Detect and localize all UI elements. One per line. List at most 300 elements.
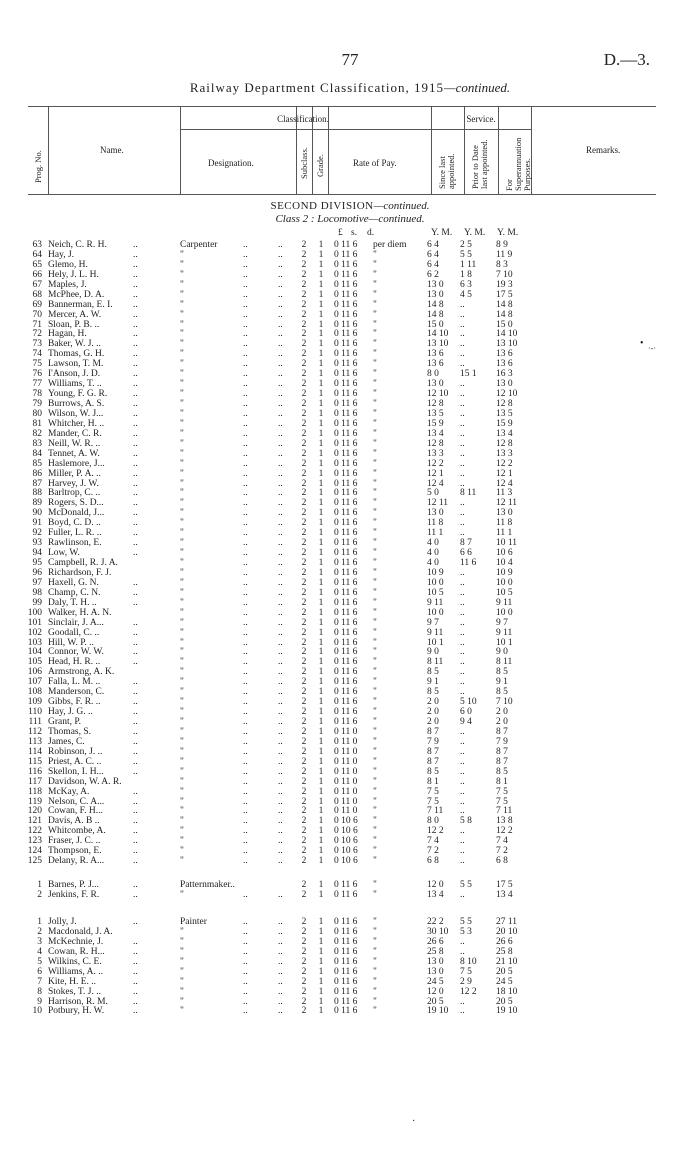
prog-no: 114 bbox=[28, 746, 42, 757]
leader-dots: .. bbox=[133, 917, 138, 927]
leader-dots: .. bbox=[278, 408, 283, 419]
grade: 1 bbox=[318, 657, 324, 668]
leader-dots: .. bbox=[278, 418, 283, 429]
rate-of-pay: 0 11 6 bbox=[334, 617, 358, 628]
employee-name: McKechnie, J. bbox=[48, 936, 104, 947]
leader-dots: .. bbox=[133, 717, 138, 727]
grade: 1 bbox=[318, 309, 324, 320]
table-row bbox=[0, 947, 700, 957]
service-superannuation: 13 10 bbox=[496, 339, 518, 350]
grade: 1 bbox=[318, 379, 324, 390]
leader-dots: .. bbox=[133, 359, 138, 370]
prog-no: 93 bbox=[32, 538, 42, 549]
employee-name: Williams, A. .. bbox=[48, 966, 104, 977]
service-superannuation: 13 3 bbox=[496, 448, 513, 459]
designation: " bbox=[180, 518, 184, 529]
service-since-last: 13 0 bbox=[427, 956, 444, 967]
service-since-last: 14 8 bbox=[427, 309, 444, 320]
designation: Carpenter bbox=[180, 240, 218, 250]
prog-no: 106 bbox=[27, 667, 42, 678]
grade: 1 bbox=[318, 976, 324, 987]
leader-dots: .. bbox=[278, 796, 283, 807]
service-superannuation: 11 8 bbox=[496, 518, 513, 529]
service-since-last: 13 10 bbox=[427, 339, 449, 350]
grade: 1 bbox=[318, 279, 324, 290]
subclass: 2 bbox=[301, 647, 307, 658]
designation: " bbox=[180, 359, 184, 370]
rate-of-pay: 0 11 6 bbox=[334, 657, 358, 668]
employee-name: Jenkins, F. R. bbox=[48, 889, 100, 900]
leader-dots: .. bbox=[133, 488, 138, 499]
service-prior: 5 10 bbox=[460, 697, 477, 708]
grade: 1 bbox=[318, 816, 324, 827]
rate-of-pay: 0 11 6 bbox=[334, 986, 358, 997]
prog-no: 75 bbox=[32, 359, 42, 370]
table-row bbox=[0, 518, 700, 528]
grade: 1 bbox=[318, 880, 324, 890]
service-superannuation: 10 1 bbox=[496, 637, 513, 648]
employee-name: Champ, C. N. bbox=[48, 587, 101, 598]
rate-of-pay: 0 11 6 bbox=[334, 488, 358, 499]
table-row bbox=[0, 767, 700, 777]
leader-dots: .. bbox=[243, 677, 248, 688]
grade: 1 bbox=[318, 528, 324, 539]
rate-of-pay: 0 11 0 bbox=[334, 776, 358, 787]
employee-name: Gibbs, F. R. .. bbox=[48, 697, 101, 708]
designation: " bbox=[180, 976, 184, 987]
grade: 1 bbox=[318, 607, 324, 618]
designation: " bbox=[180, 966, 184, 977]
subclass: 2 bbox=[301, 889, 307, 900]
grade: 1 bbox=[318, 468, 324, 479]
service-since-last: 6 4 bbox=[427, 249, 439, 260]
table-row bbox=[0, 957, 700, 967]
leader-dots: .. bbox=[243, 1006, 248, 1017]
pay-period: " bbox=[373, 389, 377, 400]
rate-of-pay: 0 11 6 bbox=[334, 468, 358, 479]
service-since-last: 11 8 bbox=[427, 518, 444, 529]
table-row bbox=[0, 329, 700, 339]
designation: " bbox=[180, 349, 184, 360]
employee-name: Haslemore, J... bbox=[48, 458, 105, 469]
designation: " bbox=[180, 567, 184, 578]
leader-dots: .. bbox=[243, 956, 248, 967]
prog-no: 3 bbox=[37, 936, 42, 947]
subclass: 2 bbox=[301, 577, 307, 588]
leader-dots: .. bbox=[243, 240, 248, 250]
table-row bbox=[0, 389, 700, 399]
grade: 1 bbox=[318, 319, 324, 330]
leader-dots: .. bbox=[243, 577, 248, 588]
leader-dots: .. bbox=[278, 986, 283, 997]
service-since-last: 8 5 bbox=[427, 667, 439, 678]
leader-dots: .. bbox=[278, 697, 283, 708]
grade: 1 bbox=[318, 617, 324, 628]
prog-no: 121 bbox=[27, 816, 42, 827]
subclass: 2 bbox=[301, 776, 307, 787]
service-superannuation: 7 9 bbox=[496, 736, 508, 747]
rate-of-pay: 0 10 6 bbox=[334, 826, 358, 837]
prog-no: 72 bbox=[32, 329, 42, 340]
grade: 1 bbox=[318, 956, 324, 967]
leader-dots: .. bbox=[243, 408, 248, 419]
rate-of-pay: 0 11 6 bbox=[334, 558, 358, 568]
grade: 1 bbox=[318, 478, 324, 489]
service-prior: .. bbox=[460, 657, 465, 668]
service-since-last: 12 10 bbox=[427, 389, 449, 400]
employee-name: Neich, C. R. H. bbox=[48, 240, 107, 250]
leader-dots: .. bbox=[278, 548, 283, 559]
service-since-last: 13 0 bbox=[427, 508, 444, 519]
employee-name: Richardson, F. J. bbox=[48, 567, 112, 578]
grade: 1 bbox=[318, 926, 324, 937]
header-rule bbox=[180, 129, 431, 130]
service-since-last: 12 2 bbox=[427, 826, 444, 837]
name-header: Name. bbox=[100, 145, 124, 155]
years-months-unit: Y. M. bbox=[431, 228, 453, 238]
employee-name: Macdonald, J. A. bbox=[48, 926, 113, 937]
leader-dots: .. bbox=[243, 889, 248, 900]
rate-of-pay: 0 11 6 bbox=[334, 240, 358, 250]
service-since-last: 13 0 bbox=[427, 279, 444, 290]
leader-dots: .. bbox=[278, 508, 283, 519]
employee-name: Davis, A. B .. bbox=[48, 816, 100, 827]
leader-dots: .. bbox=[243, 607, 248, 618]
leader-dots: .. bbox=[278, 558, 283, 568]
leader-dots: .. bbox=[243, 418, 248, 429]
pay-period: " bbox=[373, 538, 377, 549]
leader-dots: .. bbox=[278, 379, 283, 390]
leader-dots: .. bbox=[243, 826, 248, 837]
employee-name: Davidson, W. A. R. bbox=[48, 776, 122, 787]
subclass: 2 bbox=[301, 240, 307, 250]
prog-no: 5 bbox=[37, 956, 42, 967]
table-row bbox=[0, 856, 700, 866]
service-superannuation: 6 8 bbox=[496, 856, 508, 867]
table-row bbox=[0, 717, 700, 727]
designation: " bbox=[180, 926, 184, 937]
rate-of-pay: 0 11 6 bbox=[334, 319, 358, 330]
employee-name: Kite, H. E. .. bbox=[48, 976, 97, 987]
pay-period: " bbox=[373, 756, 377, 767]
leader-dots: .. bbox=[133, 806, 138, 817]
leader-dots: .. bbox=[133, 418, 138, 429]
page-title bbox=[0, 80, 700, 96]
subclass: 2 bbox=[301, 736, 307, 747]
service-since-last: 8 7 bbox=[427, 726, 439, 737]
rate-of-pay: 0 11 6 bbox=[334, 269, 358, 280]
service-superannuation: 13 0 bbox=[496, 508, 513, 519]
prog-no: 125 bbox=[27, 856, 42, 867]
rate-of-pay: 0 11 6 bbox=[334, 647, 358, 658]
table-row bbox=[0, 628, 700, 638]
leader-dots: .. bbox=[278, 299, 283, 310]
pay-period: " bbox=[373, 379, 377, 390]
subclass: 2 bbox=[301, 458, 307, 469]
designation: " bbox=[180, 657, 184, 668]
pay-period: " bbox=[373, 259, 377, 270]
rate-of-pay: 0 11 6 bbox=[334, 438, 358, 449]
designation: " bbox=[180, 329, 184, 340]
prog-no: 123 bbox=[27, 836, 42, 847]
designation: " bbox=[180, 438, 184, 449]
employee-name: Cowan, R. H... bbox=[48, 946, 105, 957]
grade: 1 bbox=[318, 707, 324, 718]
table-row bbox=[0, 339, 700, 349]
leader-dots: .. bbox=[278, 726, 283, 737]
leader-dots: .. bbox=[278, 309, 283, 320]
pay-period: " bbox=[373, 746, 377, 757]
units-row bbox=[0, 228, 700, 240]
leader-dots: .. bbox=[243, 528, 248, 539]
header-rule bbox=[48, 107, 49, 194]
service-superannuation: 7 10 bbox=[496, 269, 513, 280]
service-since-last: 10 0 bbox=[427, 607, 444, 618]
service-superannuation: 13 0 bbox=[496, 379, 513, 390]
rate-of-pay: 0 10 6 bbox=[334, 836, 358, 847]
table-row bbox=[0, 846, 700, 856]
designation: " bbox=[180, 468, 184, 479]
page-number: 77 bbox=[341, 50, 359, 69]
leader-dots: .. bbox=[133, 816, 138, 827]
table-row bbox=[0, 558, 700, 568]
table-row bbox=[0, 369, 700, 379]
rate-of-pay: 0 11 6 bbox=[334, 607, 358, 618]
employee-name: Jolly, J. bbox=[48, 917, 77, 927]
shillings-unit: s. bbox=[351, 228, 358, 238]
prog-no: 108 bbox=[27, 687, 42, 698]
service-since-last: 4 0 bbox=[427, 558, 439, 568]
employee-name: Hely, J. L. H. bbox=[48, 269, 99, 280]
service-since-last: 13 3 bbox=[427, 448, 444, 459]
leader-dots: .. bbox=[243, 806, 248, 817]
pay-period: " bbox=[373, 597, 377, 608]
subclass-header: Subclass. bbox=[299, 147, 309, 179]
service-prior: 5 8 bbox=[460, 816, 472, 827]
service-prior: .. bbox=[460, 627, 465, 638]
table-row bbox=[0, 880, 700, 890]
subclass: 2 bbox=[301, 538, 307, 549]
table-row bbox=[0, 747, 700, 757]
service-prior: .. bbox=[460, 498, 465, 509]
leader-dots: .. bbox=[278, 577, 283, 588]
service-superannuation: 19 3 bbox=[496, 279, 513, 290]
table-row bbox=[0, 657, 700, 667]
grade: 1 bbox=[318, 756, 324, 767]
pay-period: " bbox=[373, 687, 377, 698]
service-prior: .. bbox=[460, 889, 465, 900]
subclass: 2 bbox=[301, 996, 307, 1007]
grade: 1 bbox=[318, 488, 324, 499]
leader-dots: .. bbox=[133, 617, 138, 628]
leader-dots: .. bbox=[243, 776, 248, 787]
service-prior: .. bbox=[460, 418, 465, 429]
pay-period: " bbox=[373, 627, 377, 638]
service-superannuation: 8 7 bbox=[496, 746, 508, 757]
employee-name: James, C. bbox=[48, 736, 85, 747]
leader-dots: .. bbox=[278, 736, 283, 747]
employee-name: Baker, W. J. .. bbox=[48, 339, 101, 350]
table-row bbox=[0, 479, 700, 489]
grade: 1 bbox=[318, 558, 324, 568]
service-since-last: 22 2 bbox=[427, 917, 444, 927]
table-row bbox=[0, 797, 700, 807]
rate-of-pay: 0 11 0 bbox=[334, 756, 358, 767]
rate-of-pay: 0 11 6 bbox=[334, 379, 358, 390]
prog-no: 1 bbox=[37, 880, 42, 890]
leader-dots: .. bbox=[278, 707, 283, 718]
pay-period: " bbox=[373, 329, 377, 340]
service-since-last: 7 2 bbox=[427, 846, 439, 857]
subclass: 2 bbox=[301, 766, 307, 777]
pay-period: " bbox=[373, 776, 377, 787]
service-prior: 8 10 bbox=[460, 956, 477, 967]
leader-dots: .. bbox=[278, 269, 283, 280]
employee-name: Wilson, W. J... bbox=[48, 408, 104, 419]
service-prior: .. bbox=[460, 577, 465, 588]
designation: " bbox=[180, 558, 184, 568]
employee-name: Thomas, G. H. bbox=[48, 349, 105, 360]
prog-no: 89 bbox=[32, 498, 42, 509]
prog-no: 115 bbox=[28, 756, 42, 767]
employee-name: Delany, R. A... bbox=[48, 856, 105, 867]
subclass: 2 bbox=[301, 617, 307, 628]
service-superannuation: 12 8 bbox=[496, 438, 513, 449]
service-prior: 6 6 bbox=[460, 548, 472, 559]
grade: 1 bbox=[318, 498, 324, 509]
table-row bbox=[0, 488, 700, 498]
table-row bbox=[0, 349, 700, 359]
subclass: 2 bbox=[301, 359, 307, 370]
designation: " bbox=[180, 289, 184, 300]
service-superannuation: 10 6 bbox=[496, 548, 513, 559]
rate-of-pay: 0 11 6 bbox=[334, 339, 358, 350]
designation: " bbox=[180, 687, 184, 698]
pay-period: " bbox=[373, 577, 377, 588]
table-row bbox=[0, 240, 700, 250]
leader-dots: .. bbox=[133, 498, 138, 509]
designation: " bbox=[180, 617, 184, 628]
service-since-last: 13 0 bbox=[427, 966, 444, 977]
rate-of-pay: 0 11 6 bbox=[334, 538, 358, 549]
service-prior: .. bbox=[460, 339, 465, 350]
service-since-last: 9 0 bbox=[427, 647, 439, 658]
table-row bbox=[0, 449, 700, 459]
subclass: 2 bbox=[301, 627, 307, 638]
leader-dots: .. bbox=[243, 996, 248, 1007]
leader-dots: .. bbox=[243, 389, 248, 400]
designation: " bbox=[180, 637, 184, 648]
rate-of-pay: 0 10 6 bbox=[334, 816, 358, 827]
table-row bbox=[0, 439, 700, 449]
grade: 1 bbox=[318, 339, 324, 350]
leader-dots: .. bbox=[243, 259, 248, 270]
employee-name: Stokes, T. J. .. bbox=[48, 986, 101, 997]
subclass: 2 bbox=[301, 567, 307, 578]
service-prior: .. bbox=[460, 389, 465, 400]
employee-name: Hay, J. bbox=[48, 249, 75, 260]
service-since-last: 10 0 bbox=[427, 577, 444, 588]
service-prior: .. bbox=[460, 458, 465, 469]
prog-no: 98 bbox=[32, 587, 42, 598]
designation: " bbox=[180, 548, 184, 559]
service-prior: 2 9 bbox=[460, 976, 472, 987]
service-prior: .. bbox=[460, 567, 465, 578]
employee-name: Sloan, P. B. .. bbox=[48, 319, 100, 330]
designation: " bbox=[180, 418, 184, 429]
service-prior: 9 4 bbox=[460, 717, 472, 727]
leader-dots: .. bbox=[133, 697, 138, 708]
super-header: For Superannuation Purposes. bbox=[504, 137, 532, 191]
rate-of-pay: 0 11 6 bbox=[334, 667, 358, 678]
rate-of-pay: 0 11 6 bbox=[334, 677, 358, 688]
designation: " bbox=[180, 269, 184, 280]
rate-of-pay: 0 11 6 bbox=[334, 259, 358, 270]
grade: 1 bbox=[318, 577, 324, 588]
employee-name: Rogers, S. D... bbox=[48, 498, 104, 509]
subclass: 2 bbox=[301, 717, 307, 727]
table-row bbox=[0, 987, 700, 997]
subclass: 2 bbox=[301, 528, 307, 539]
service-superannuation: 11 3 bbox=[496, 488, 513, 499]
designation-header: Designation. bbox=[208, 158, 254, 168]
subclass: 2 bbox=[301, 418, 307, 429]
prog-no: 2 bbox=[37, 889, 42, 900]
service-prior: 5 3 bbox=[460, 926, 472, 937]
leader-dots: .. bbox=[133, 478, 138, 489]
leader-dots: .. bbox=[243, 458, 248, 469]
leader-dots: .. bbox=[278, 289, 283, 300]
prog-no: 112 bbox=[28, 726, 42, 737]
table-row bbox=[0, 280, 700, 290]
table-row bbox=[0, 757, 700, 767]
table-row bbox=[0, 409, 700, 419]
prog-no: 80 bbox=[32, 408, 42, 419]
prog-no: 68 bbox=[32, 289, 42, 300]
leader-dots: .. bbox=[133, 289, 138, 300]
prog-no: 92 bbox=[32, 528, 42, 539]
grade: 1 bbox=[318, 746, 324, 757]
service-prior: .. bbox=[460, 468, 465, 479]
prog-no: 7 bbox=[37, 976, 42, 987]
designation: " bbox=[180, 826, 184, 837]
service-since-last: 7 5 bbox=[427, 796, 439, 807]
leader-dots: .. bbox=[278, 518, 283, 529]
title-continued: —continued. bbox=[444, 80, 511, 95]
leader-dots: .. bbox=[278, 657, 283, 668]
since-last-header: Since last appointed. bbox=[437, 153, 456, 189]
subclass: 2 bbox=[301, 587, 307, 598]
prog-no: 119 bbox=[28, 796, 42, 807]
employee-name: McKay, A. bbox=[48, 786, 90, 797]
leader-dots: .. bbox=[278, 587, 283, 598]
subclass: 2 bbox=[301, 478, 307, 489]
pay-period: " bbox=[373, 856, 377, 867]
prog-no: 118 bbox=[28, 786, 42, 797]
prog-no: 82 bbox=[32, 428, 42, 439]
subclass: 2 bbox=[301, 518, 307, 529]
employee-name: Mercer, A. W. bbox=[48, 309, 102, 320]
prog-no: 102 bbox=[27, 627, 42, 638]
prog-no: 105 bbox=[27, 657, 42, 668]
leader-dots: .. bbox=[243, 976, 248, 987]
service-superannuation: 9 11 bbox=[496, 627, 513, 638]
designation: " bbox=[180, 736, 184, 747]
designation: " bbox=[180, 856, 184, 867]
table-row bbox=[0, 568, 700, 578]
employee-name: Barltrop, C. .. bbox=[48, 488, 101, 499]
grade: 1 bbox=[318, 776, 324, 787]
